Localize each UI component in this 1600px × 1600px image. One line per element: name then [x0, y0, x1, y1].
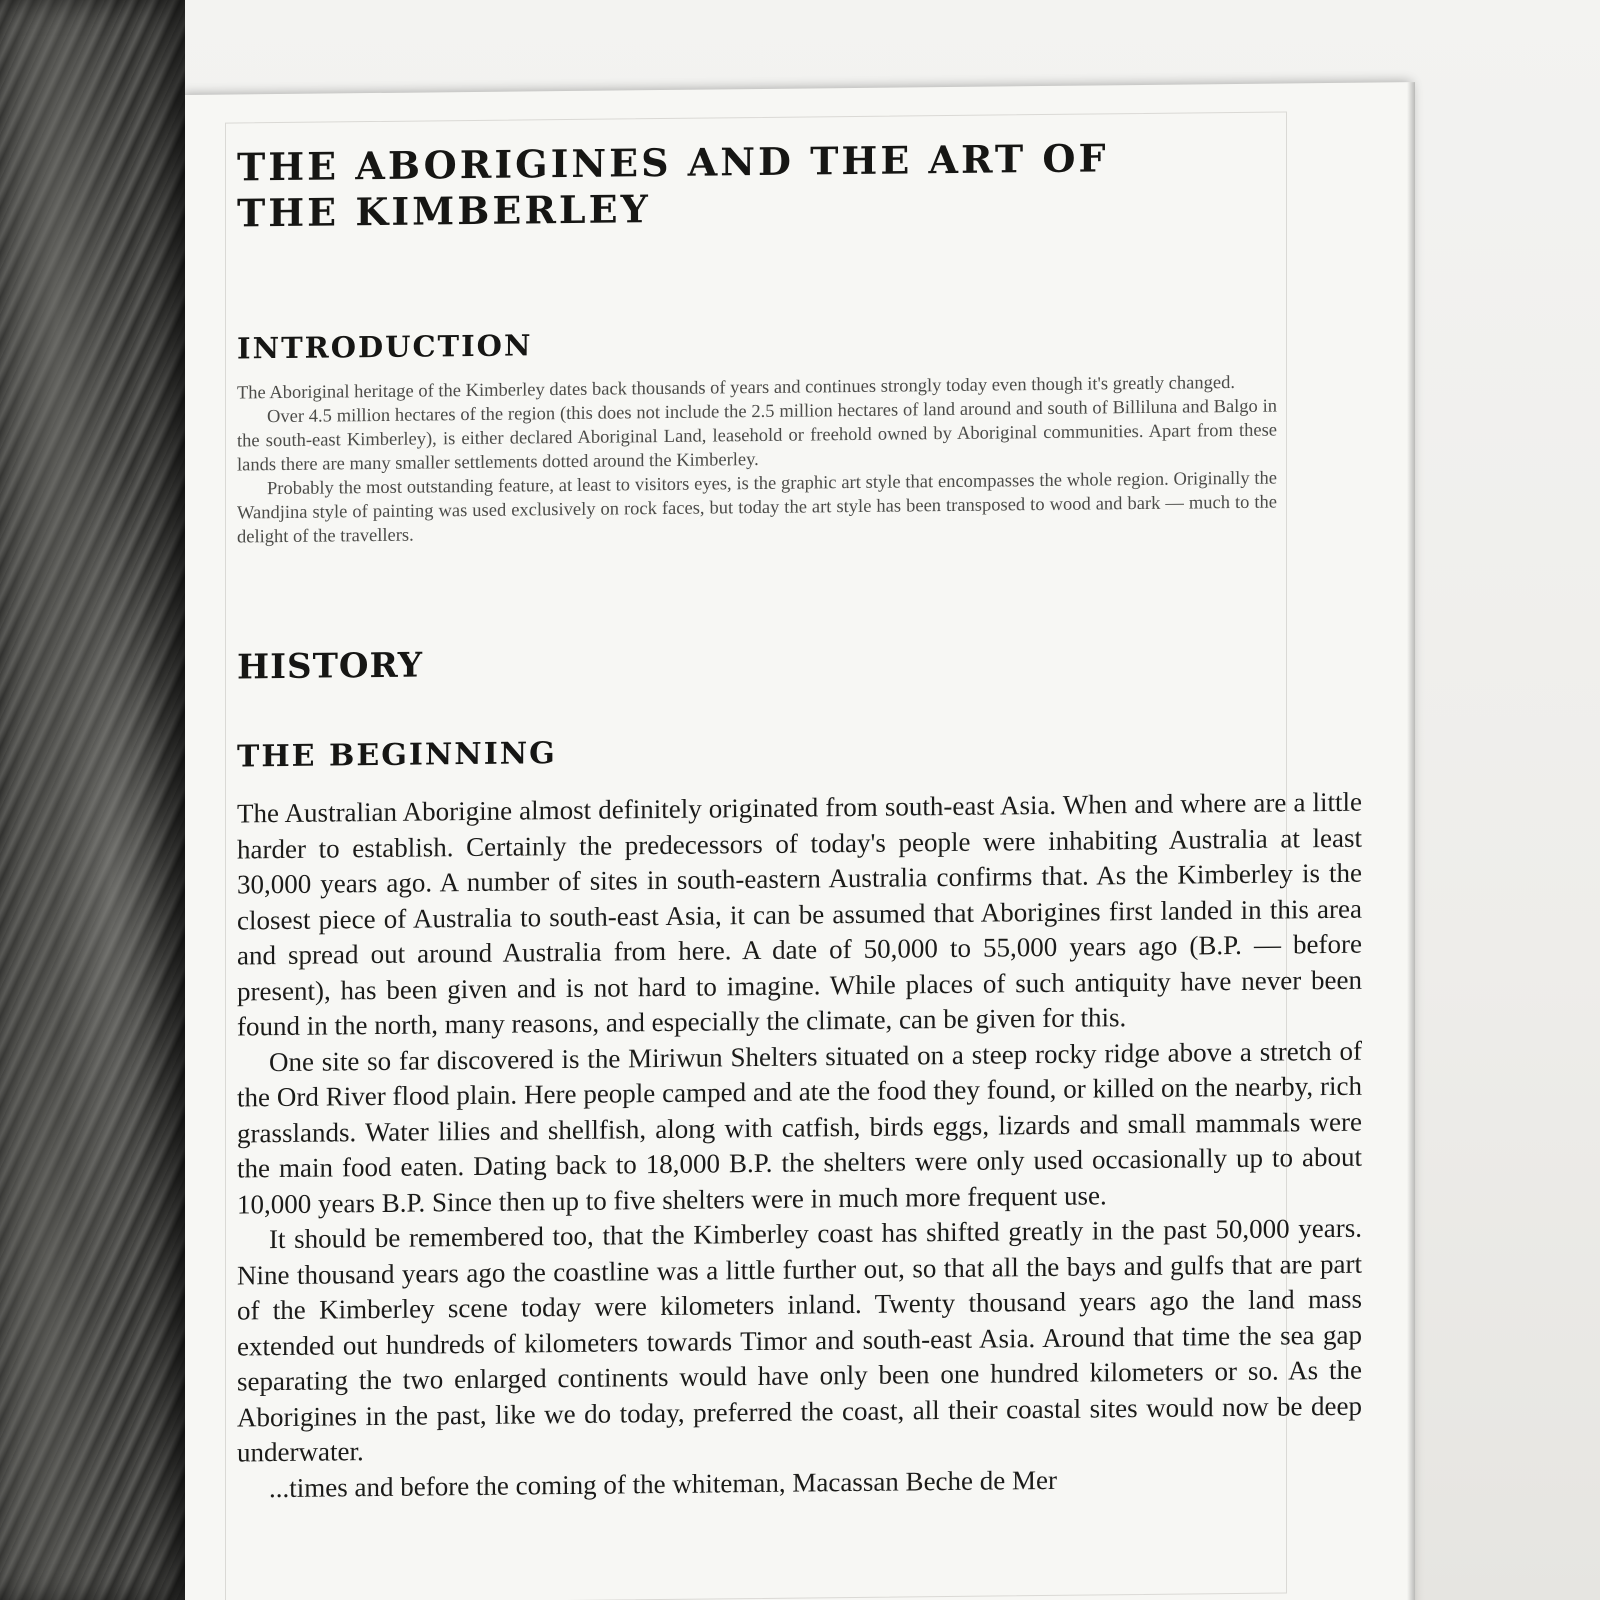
- introduction-text: [237, 371, 1277, 550]
- beginning-subheading: THE BEGINNING: [237, 736, 557, 775]
- chapter-title: THE ABORIGINES AND THE ART OF THE KIMBERLEY: [237, 135, 1109, 236]
- page-content: [237, 133, 1362, 1506]
- history-heading: HISTORY: [237, 645, 423, 688]
- history-paragraph: One site so far discovered is the Miriwun Shelters situated on a steep rocky ridge above a stretch of the Ord River flood plain. Here people camped and ate the food they found, or killed on the nearby, rich grasslands. Water lilies and shellfish, along with catfish, birds eggs, lizards and small mammals were the main food eaten. Dating back to 18,000 B.P. the shelters were only used occasionally up to about 10,000 years B.P. Since then up to five shelters were in much more frequent use.: [237, 1035, 1362, 1219]
- intro-paragraph: Over 4.5 million hectares of the region (this does not include the 2.5 million hectares of land around and south of Billiluna and Balgo in the south-east Kimberley), is either declared Aboriginal Land, leasehold or freehold owned by Aboriginal communities. Apart from these lands there are many smaller settlements dotted around the Kimberley.: [237, 396, 1277, 476]
- history-paragraph: ...times and before the coming of the whiteman, Macassan Beche de Mer: [269, 1464, 1057, 1503]
- facing-page-rock-photo: [0, 0, 185, 1600]
- intro-paragraph: The Aboriginal heritage of the Kimberley dates back thousands of years and continues strongly today even though it's greatly changed.: [237, 373, 1235, 404]
- book-page: [185, 82, 1415, 1600]
- history-text: [237, 785, 1362, 1507]
- history-paragraph: The Australian Aborigine almost definitely originated from south-east Asia. When and where are a little harder to establish. Certainly the predecessors of today's people were inhabiting Australia at least 30,000 years ago. A number of sites in south-eastern Australia confirms that. As the Kimberley is the closest piece of Australia to south-east Asia, it can be assumed that Aborigines first landed in this area and spread out around Australia from here. A date of 50,000 to 55,000 years ago (B.P. — before present), has been given and is not hard to imagine. While places of such antiquity have never been found in the north, many reasons, and especially the climate, can be given for this.: [237, 786, 1362, 1042]
- page-edge-shadow: [1407, 82, 1415, 1600]
- introduction-heading: INTRODUCTION: [237, 328, 533, 366]
- intro-paragraph: Probably the most outstanding feature, at least to visitors eyes, is the graphic art style that encompasses the whole region. Originally the Wandjina style of painting was used exclusively on rock faces, but today the art style has been transposed to wood and bark — much to the delight of the travellers.: [237, 468, 1277, 548]
- history-paragraph: It should be remembered too, that the Kimberley coast has shifted greatly in the past 50,000 years. Nine thousand years ago the coastline was a little further out, so that all the bays and gulfs that are part of the Kimberley scene today were kilometers inland. Twenty thousand years ago the land mass extended out hundreds of kilometers towards Timor and south-east Asia. Around that time the sea gap separating the two enlarged continents would have only been one hundred kilometers or so. As the Aborigines in the past, like we do today, preferred the coast, all their coastal sites would now be deep underwater.: [237, 1212, 1362, 1468]
